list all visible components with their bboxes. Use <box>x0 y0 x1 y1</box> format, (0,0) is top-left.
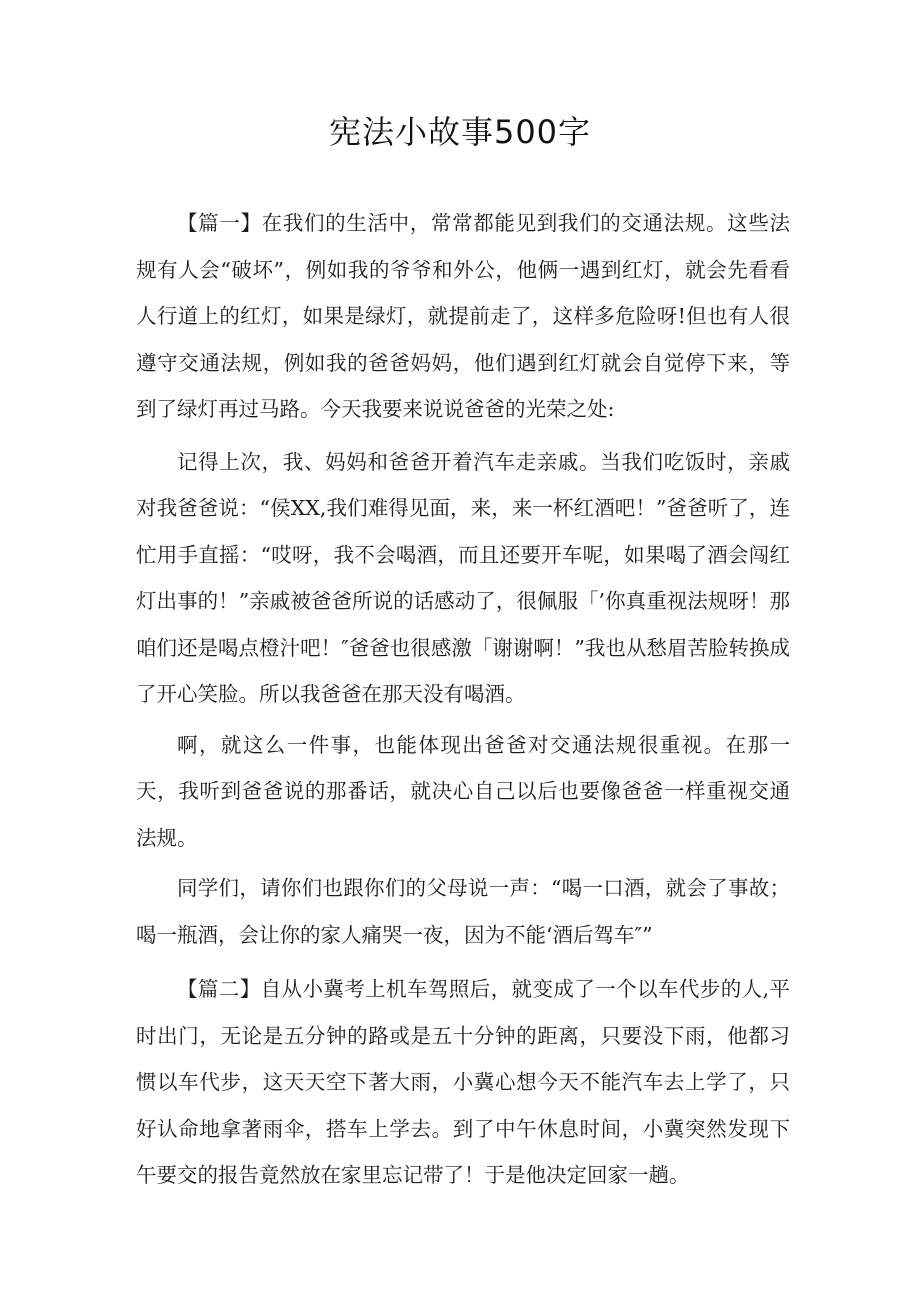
document-title: 宪法小故事500字 <box>328 113 592 151</box>
paragraph-dinner-story: 记得上次，我、妈妈和爸爸开着汽车走亲戚。当我们吃饭时，亲戚对我爸爸说：“侯XX,我们难得见面，来，来一杯红酒吧！”爸爸听了，连忙用手直摇：“哎呀，我不会喝酒，而且还要开车呢，如果喝了酒会闯红灯出事的！”亲戚被爸爸所说的话感动了，很佩服「’你真重视法规呀！那咱们还是喝点橙汁吧！″爸爸也很感激「谢谢啊！”我也从愁眉苦脸转换成了开心笑脸。所以我爸爸在那天没有喝酒。 <box>136 449 790 706</box>
paragraph-appeal: 同学们，请你们也跟你们的父母说一声：“喝一口酒，就会了事故；喝一瓶酒，会让你的家人痛哭一夜，因为不能‘酒后驾车″” <box>136 876 790 947</box>
paragraph-part-one-intro: 【篇一】在我们的生活中，常常都能见到我们的交通法规。这些法规有人会“破坏”，例如我的爷爷和外公，他俩一遇到红灯，就会先看看人行道上的红灯，如果是绿灯，就提前走了，这样多危险呀!但也有人很遵守交通法规，例如我的爸爸妈妈，他们遇到红灯就会自觉停下来，等到了绿灯再过马路。今天我要来说说爸爸的光荣之处: <box>136 211 790 421</box>
paragraph-part-two: 【篇二】自从小冀考上机车驾照后，就变成了一个以车代步的人,平时出门，无论是五分钟的路或是五十分钟的距离，只要没下雨，他都习惯以车代步，这天天空下著大雨，小冀心想今天不能汽车去上学了，只好认命地拿著雨伞，搭车上学去。到了中午休息时间，小冀突然发现下午要交的报告竟然放在家里忘记带了！于是他决定回家一趟。 <box>136 977 790 1187</box>
paragraph-reflection: 啊，就这么一件事，也能体现出爸爸对交通法规很重视。在那一天，我听到爸爸说的那番话，就决心自己以后也要像爸爸一样重视交通法规。 <box>136 732 790 850</box>
document-body <box>136 200 790 1201</box>
